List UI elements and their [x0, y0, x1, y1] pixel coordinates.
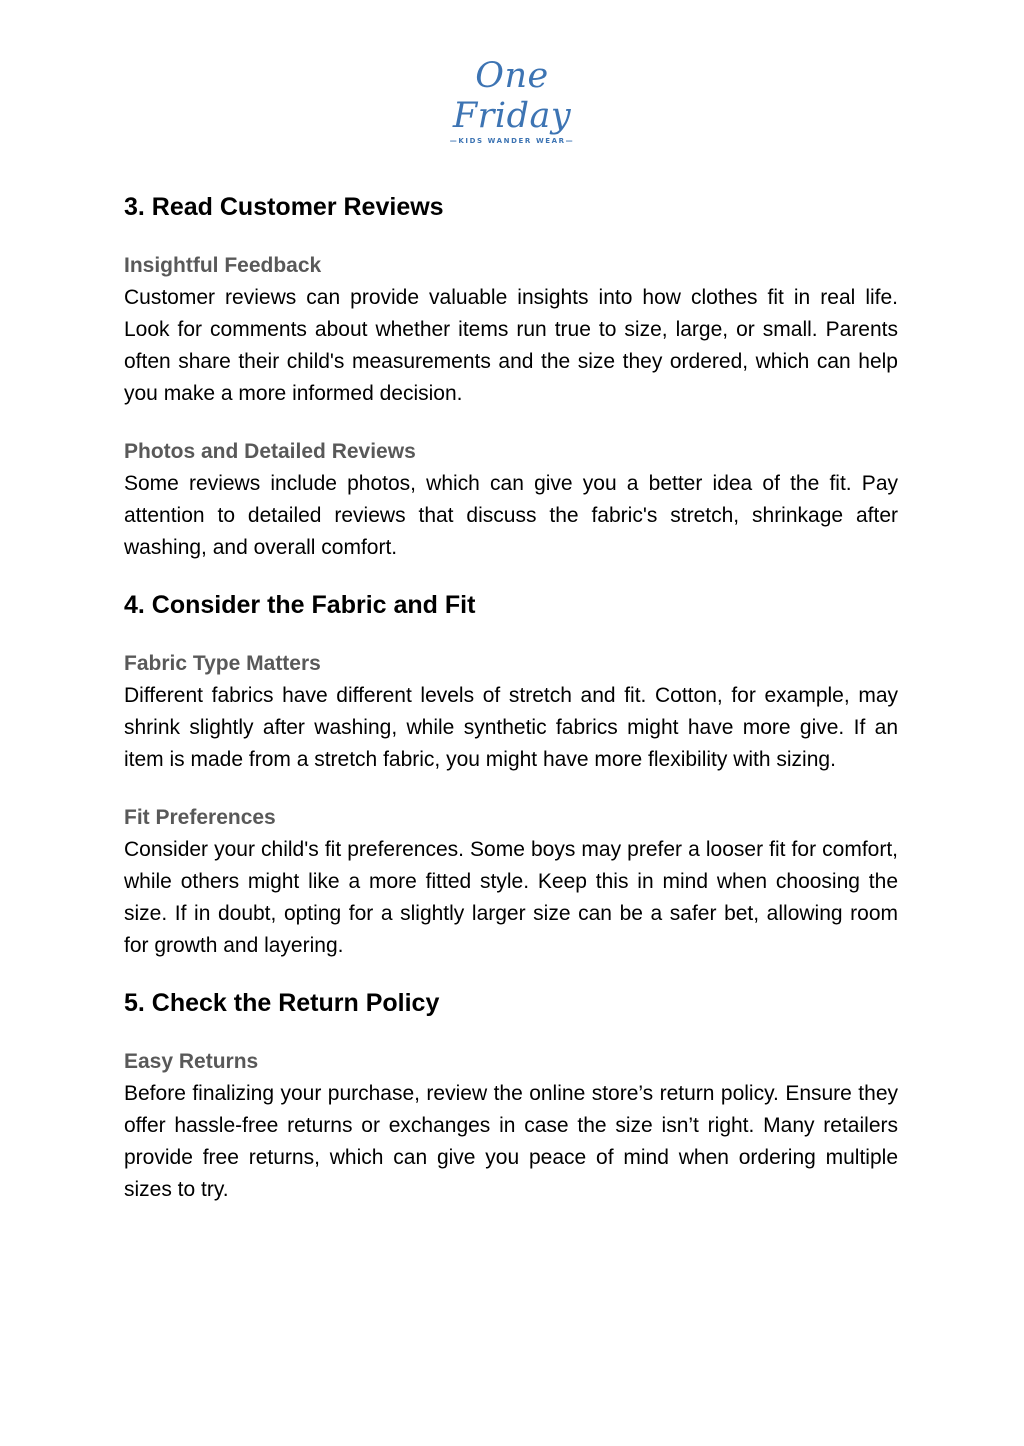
subsection-heading: Photos and Detailed Reviews — [124, 440, 416, 463]
subsection-body: Customer reviews can provide valuable insights into how clothes fit in real life. Look for comments about whether items run true to size, large, or small. Parents often share their child's measurements and the size they ordered, which can help you make a more informed decision. — [124, 286, 898, 405]
section-check-return-policy — [124, 982, 898, 1206]
section-consider-fabric-and-fit — [124, 584, 898, 962]
subsection-body: Some reviews include photos, which can give you a better idea of the fit. Pay attention to detailed reviews that discuss the fabric's stretch, shrinkage after washing, and overall comfort. — [124, 472, 898, 559]
subsection-heading: Easy Returns — [124, 1050, 259, 1073]
brand-tagline: —KIDS WANDER WEAR— — [449, 137, 575, 145]
subsection-body: Different fabrics have different levels of stretch and fit. Cotton, for example, may shrink slightly after washing, while synthetic fabrics might have more give. If an item is made from a stretch fabric, you might have more flexibility with sizing. — [124, 684, 898, 771]
section-title: 3. Read Customer Reviews — [124, 193, 444, 221]
document-body — [124, 186, 898, 1206]
section-read-customer-reviews — [124, 186, 898, 564]
section-title: 5. Check the Return Policy — [124, 989, 440, 1017]
subsection-heading: Fabric Type Matters — [124, 652, 321, 675]
subsection-body: Before finalizing your purchase, review the online store’s return policy. Ensure they offer hassle-free returns or exchanges in case the size isn’t right. Many retailers provide free returns, which can give you peace of mind when ordering multiple sizes to try. — [124, 1082, 898, 1201]
subsection-heading: Fit Preferences — [124, 806, 276, 829]
subsection-body: Consider your child's fit preferences. Some boys may prefer a looser fit for comfort, while others might like a more fitted style. Keep this in mind when choosing the size. If in doubt, opting for a slightly larger size can be a safer bet, allowing room for growth and layering. — [124, 838, 898, 957]
brand-name: One Friday — [452, 56, 572, 136]
brand-logo — [412, 56, 612, 145]
subsection-heading: Insightful Feedback — [124, 254, 322, 277]
section-title: 4. Consider the Fabric and Fit — [124, 591, 476, 619]
